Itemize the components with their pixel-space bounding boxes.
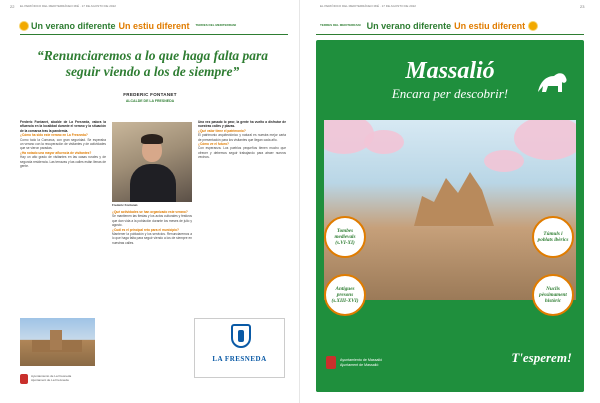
answer: Se mantienen las fiestas y los actos culturales y festivos que dan vida a la población durante los meses de julio y agosto. — [112, 214, 192, 228]
byline-role: ALCALDE DE LA FRESNEDA — [125, 99, 175, 103]
badge-tombs: Tombes medievals (s.VI-XI) — [324, 216, 366, 258]
intro-text: Frederic Fontanet, alcalde de La Fresneda, valora la afluencia en la localidad durante el verano y la situación de la comarca tras la pandemia. — [20, 120, 106, 133]
sun-icon — [20, 22, 28, 30]
page-number: 23 — [580, 4, 585, 9]
fresneda-ad — [194, 318, 285, 378]
ad-subtitle: Encara per descobrir! — [391, 86, 509, 101]
lion-icon — [534, 68, 570, 96]
headline: “Renunciaremos a lo que haga falta para seguir viendo a los de siempre” — [36, 48, 269, 79]
sun-icon — [529, 22, 537, 30]
answer: Hay un alto grado de visitantes en las casas rurales y de segunda residencia. Las terrazas y las calles están llenas de gente. — [20, 155, 106, 169]
footer-line-1: Ayuntamiento de Massalió — [340, 358, 383, 362]
series-logo: TERRES DEL MEDITERRANI — [195, 23, 237, 27]
column-2 — [112, 210, 192, 314]
fresneda-logo-icon — [231, 324, 251, 348]
council-seal-icon — [20, 374, 28, 384]
question: ¿Qué actividades se han organizado este verano? — [112, 210, 188, 214]
header-rule — [20, 34, 288, 35]
ad-title: Massalió — [405, 58, 495, 84]
series-header — [320, 19, 537, 32]
page-number: 22 — [10, 4, 15, 9]
footer-line-2: Ajuntament de Massalió — [340, 362, 379, 367]
badge-prisons: Antigues presons (s.XIII-XVI) — [324, 274, 366, 316]
lead-text: Una vez pasado lo peor, la gente ha vuelto a disfrutar de nuestras calles y plazas. — [198, 120, 286, 129]
fresneda-ad-name: LA FRESNEDA — [212, 355, 267, 363]
series-title-a: Un verano diferente — [366, 20, 452, 31]
answer: Como todo la Comarca, con gran seguridad. Se esperaba un verano con la recuperación de visitantes y de actividades que se vieron paradas. — [20, 137, 106, 151]
footer-line-2: Ajuntament de La Freixneda — [31, 377, 69, 382]
village-photo — [324, 120, 576, 300]
series-header — [20, 19, 236, 32]
column-3 — [198, 120, 286, 314]
badge-iberian: Túmuls i poblats ibèrics — [532, 216, 574, 258]
answer: Mantener la población y los servicios. Renunciaremos a lo que haga falta para seguir viendo a los de siempre en nuestras calles. — [112, 232, 192, 245]
photo-caption: Frederic Fontanet. — [112, 203, 139, 207]
badge-historic: Nuclis pèssimament històric — [532, 274, 574, 316]
question: ¿Cómo ha sido este verano en La Fresneda? — [20, 133, 88, 138]
footer-text — [31, 375, 71, 382]
ad-footer — [316, 336, 584, 392]
series-title-b: Un estiu diferent — [118, 20, 190, 31]
column-1 — [20, 120, 106, 314]
series-title-b: Un estiu diferent — [454, 20, 526, 31]
question: ¿Ha notado una mayor afluencia de visitantes? — [20, 150, 92, 155]
series-logo: TERRES DEL MEDITERRANI — [320, 23, 361, 27]
castle-photo — [20, 318, 95, 366]
answer: El patrimonio arquitectónico y natural es nuestra mejor carta de presentación para los visitantes que llegan cada año. — [198, 133, 286, 142]
ad-footer-text — [340, 358, 382, 367]
header-rule — [316, 34, 584, 35]
question: ¿Cuál es el principal reto para el municipio? — [112, 227, 179, 232]
council-seal-icon — [326, 356, 336, 369]
footer-line-1: Ayuntamiento de La Fresneda — [31, 374, 72, 378]
ad-slogan: T'esperem! — [511, 350, 572, 365]
massalio-ad — [316, 40, 584, 392]
running-head: EL PERIÓDICO DEL MEDITERRÁNEO MIÉ · 17 DE AGOSTO DE 2022 — [20, 4, 116, 8]
series-title-a: Un verano diferente — [31, 20, 116, 31]
question: ¿Cómo ve el futuro? — [198, 142, 229, 147]
right-page — [300, 0, 600, 403]
running-head: EL PERIÓDICO DEL MEDITERRÁNEO MIÉ · 17 DE AGOSTO DE 2022 — [320, 4, 416, 8]
byline-name: FREDERIC FONTANET — [123, 92, 177, 97]
question: ¿Qué valor tiene el patrimonio? — [198, 128, 246, 133]
portrait-photo — [112, 122, 192, 202]
answer: Con esperanza. Los pueblos pequeños tienen mucho que ofrecer y debemos seguir trabajando para atraer nuevos vecinos. — [198, 146, 286, 160]
